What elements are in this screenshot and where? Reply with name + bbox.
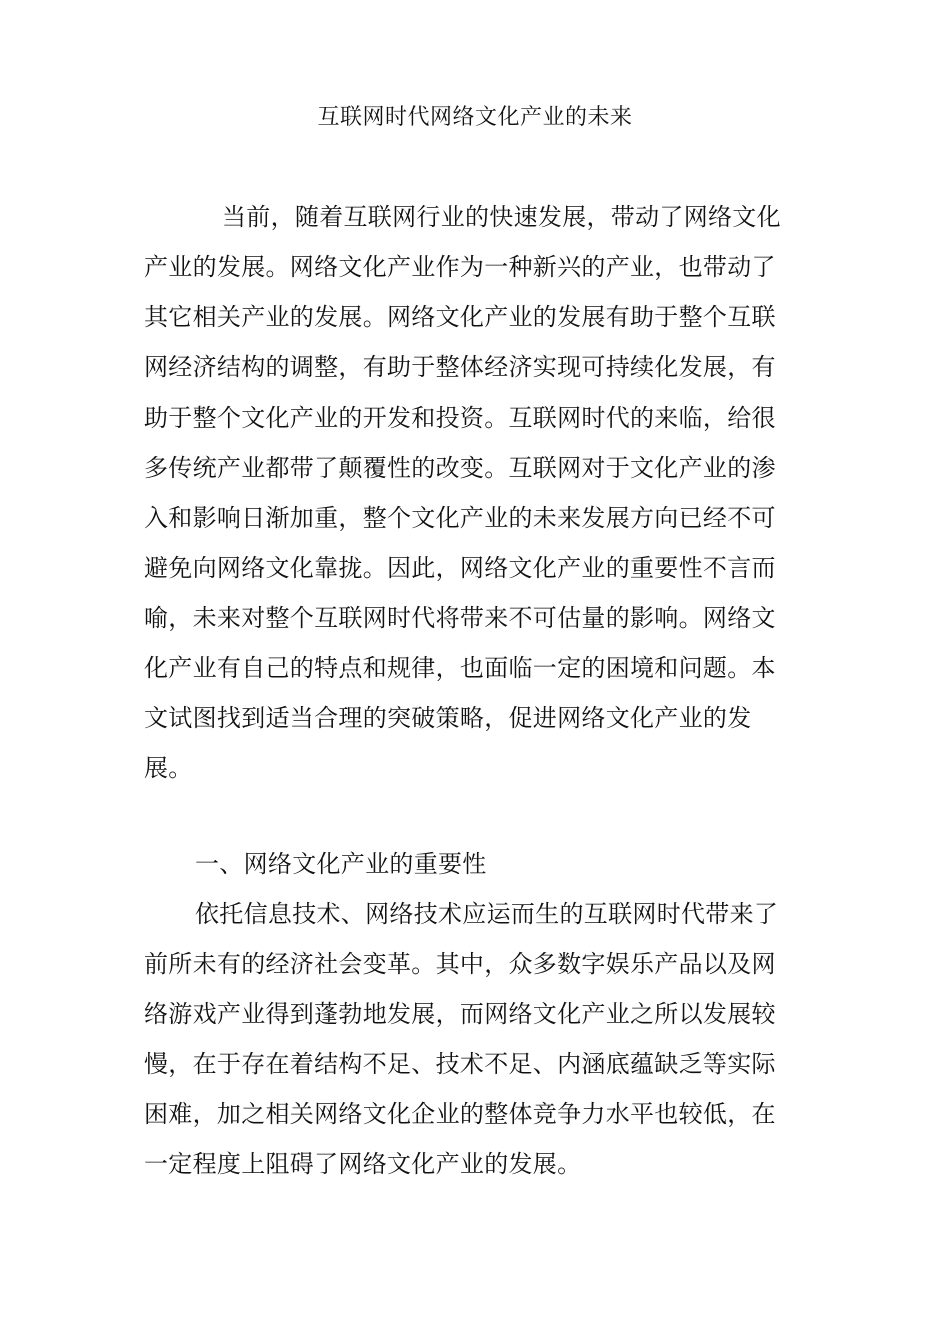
- section-line: 困难，加之相关网络文化企业的整体竞争力水平也较低，在: [144, 1100, 776, 1128]
- intro-line: 文试图找到适当合理的突破策略，促进网络文化产业的发: [144, 704, 752, 732]
- intro-line: 入和影响日渐加重，整个文化产业的未来发展方向已经不可: [144, 504, 776, 532]
- section-line: 依托信息技术、网络技术应运而生的互联网时代带来了: [195, 900, 779, 928]
- intro-line: 助于整个文化产业的开发和投资。互联网时代的来临，给很: [144, 404, 776, 432]
- section-line: 一定程度上阻碍了网络文化产业的发展。: [144, 1150, 582, 1178]
- document-title: 互联网时代网络文化产业的未来: [317, 105, 633, 130]
- section-line: 络游戏产业得到蓬勃地发展，而网络文化产业之所以发展较: [144, 1000, 776, 1028]
- intro-line: 其它相关产业的发展。网络文化产业的发展有助于整个互联: [144, 303, 776, 331]
- section-line: 慢，在于存在着结构不足、技术不足、内涵底蕴缺乏等实际: [144, 1050, 776, 1078]
- intro-line: 展。: [144, 754, 193, 782]
- intro-line: 多传统产业都带了颠覆性的改变。互联网对于文化产业的渗: [144, 454, 776, 482]
- intro-line: 网经济结构的调整，有助于整体经济实现可持续化发展，有: [144, 353, 776, 381]
- section-heading: 一、网络文化产业的重要性: [195, 850, 487, 878]
- intro-line: 化产业有自己的特点和规律，也面临一定的困境和问题。本: [144, 654, 776, 682]
- intro-line: 避免向网络文化靠拢。因此，网络文化产业的重要性不言而: [144, 554, 776, 582]
- intro-line: 当前，随着互联网行业的快速发展，带动了网络文化: [222, 203, 781, 231]
- intro-line: 喻，未来对整个互联网时代将带来不可估量的影响。网络文: [144, 604, 776, 632]
- section-line: 前所未有的经济社会变革。其中，众多数字娱乐产品以及网: [144, 950, 776, 978]
- intro-line: 产业的发展。网络文化产业作为一种新兴的产业，也带动了: [144, 253, 776, 281]
